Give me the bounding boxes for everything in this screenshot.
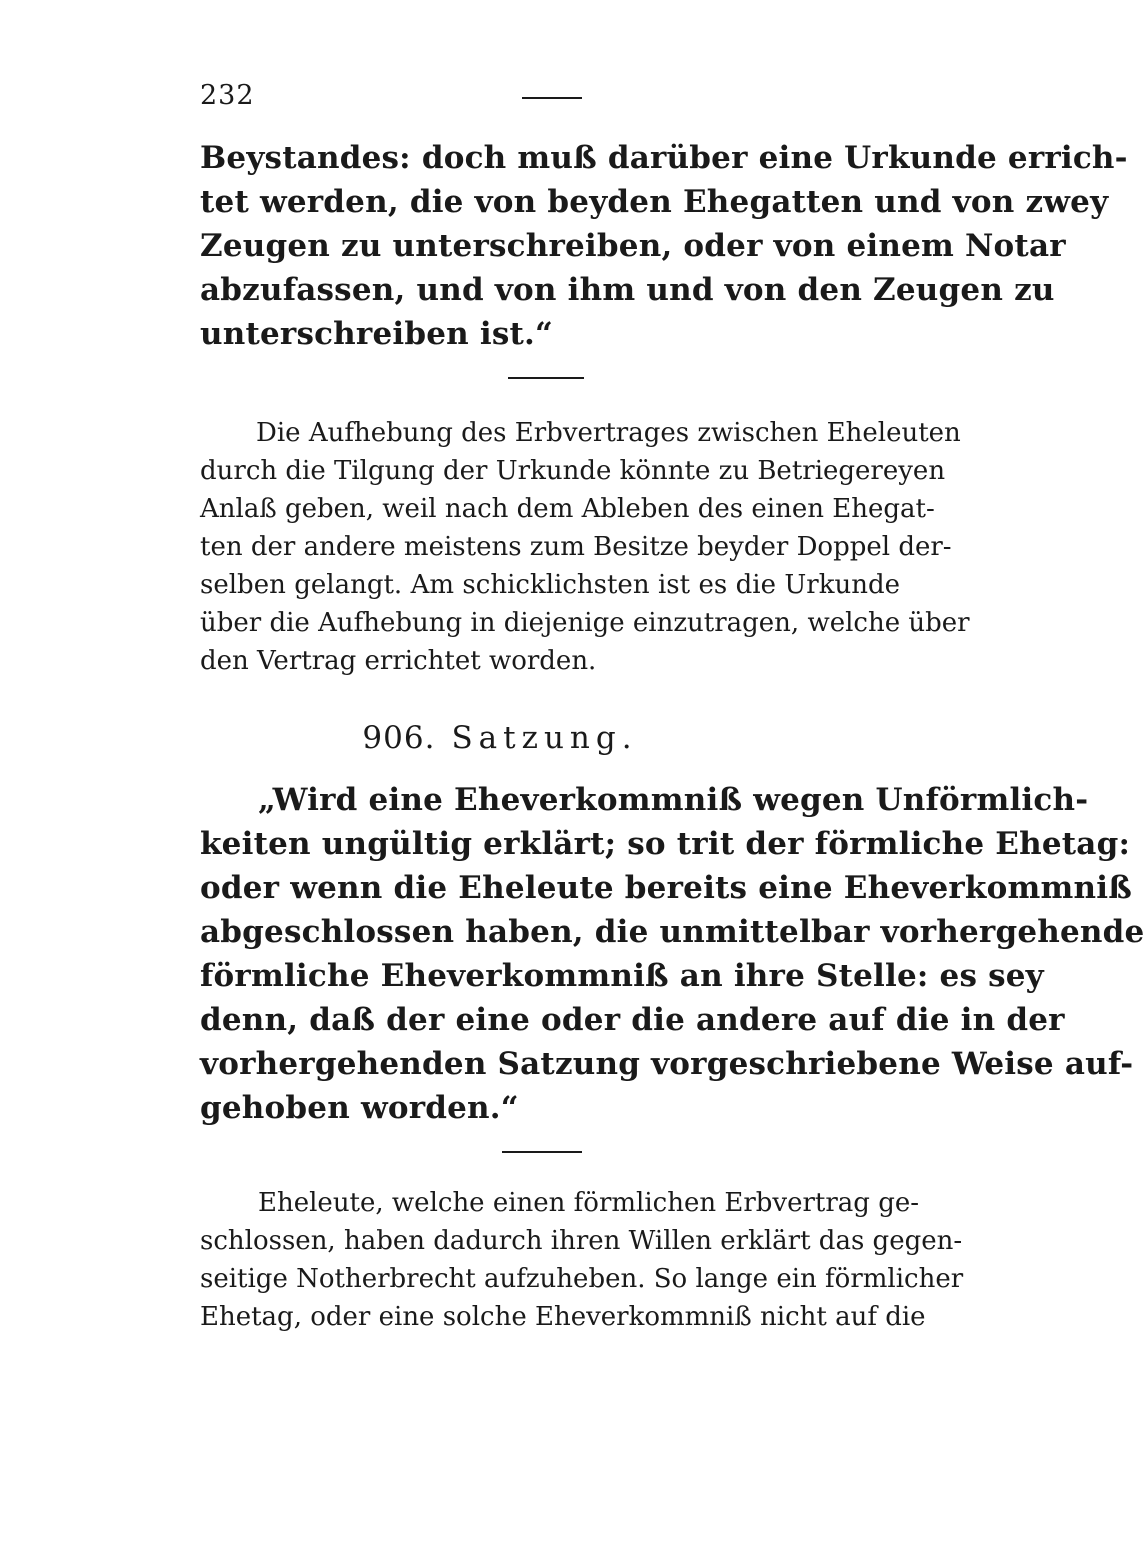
page-number: 232 xyxy=(200,80,255,111)
text-line: „Wird eine Eheverkommniß wegen Unförmlich- xyxy=(258,782,1089,818)
text-line: Die Aufhebung des Erbvertrages zwischen Eheleuten xyxy=(256,418,961,448)
text-line: ten der andere meistens zum Besitze beyder Doppel der- xyxy=(200,532,952,562)
text-line: durch die Tilgung der Urkunde könnte zu Betriegereyen xyxy=(200,456,946,486)
text-line: keiten ungültig erklärt; so trit der förmliche Ehetag: xyxy=(200,826,1131,862)
law-text-continuation xyxy=(200,136,1128,356)
text-line: abgeschlossen haben, die unmittelbar vorhergehende xyxy=(200,914,1144,950)
header-rule xyxy=(522,97,582,99)
text-line: förmliche Eheverkommniß an ihre Stelle: es sey xyxy=(200,958,1044,994)
law-text-paragraph xyxy=(200,778,1144,1130)
text-line: tet werden, die von beyden Ehegatten und von zwey xyxy=(200,184,1109,220)
text-line: unterschreiben ist.“ xyxy=(200,316,554,352)
text-line: gehoben worden.“ xyxy=(200,1090,519,1126)
text-line: selben gelangt. Am schicklichsten ist es die Urkunde xyxy=(200,570,900,600)
section-heading xyxy=(0,720,1000,756)
section-divider xyxy=(502,1151,582,1153)
text-line: seitige Notherbrecht aufzuheben. So lange ein förmlicher xyxy=(200,1264,964,1294)
text-line: Eheleute, welche einen förmlichen Erbvertrag ge- xyxy=(258,1188,920,1218)
commentary-paragraph xyxy=(200,1184,964,1336)
text-line: vorhergehenden Satzung vorgeschriebene Weise auf- xyxy=(200,1046,1134,1082)
text-line: Ehetag, oder eine solche Eheverkommniß nicht auf die xyxy=(200,1302,926,1332)
text-line: den Vertrag errichtet worden. xyxy=(200,646,597,676)
section-number: 906. xyxy=(362,720,436,756)
text-line: Anlaß geben, weil nach dem Ableben des einen Ehegat- xyxy=(200,494,935,524)
text-line: oder wenn die Eheleute bereits eine Eheverkommniß xyxy=(200,870,1132,906)
text-line: Beystandes: doch muß darüber eine Urkunde errich- xyxy=(200,140,1128,176)
commentary-paragraph xyxy=(200,414,970,680)
section-title: Satzung. xyxy=(451,720,638,756)
text-line: schlossen, haben dadurch ihren Willen erklärt das gegen- xyxy=(200,1226,963,1256)
text-line: abzufassen, und von ihm und von den Zeugen zu xyxy=(200,272,1055,308)
section-divider xyxy=(508,377,584,379)
text-line: über die Aufhebung in diejenige einzutragen, welche über xyxy=(200,608,970,638)
text-line: denn, daß der eine oder die andere auf die in der xyxy=(200,1002,1065,1038)
text-line: Zeugen zu unterschreiben, oder von einem Notar xyxy=(200,228,1066,264)
